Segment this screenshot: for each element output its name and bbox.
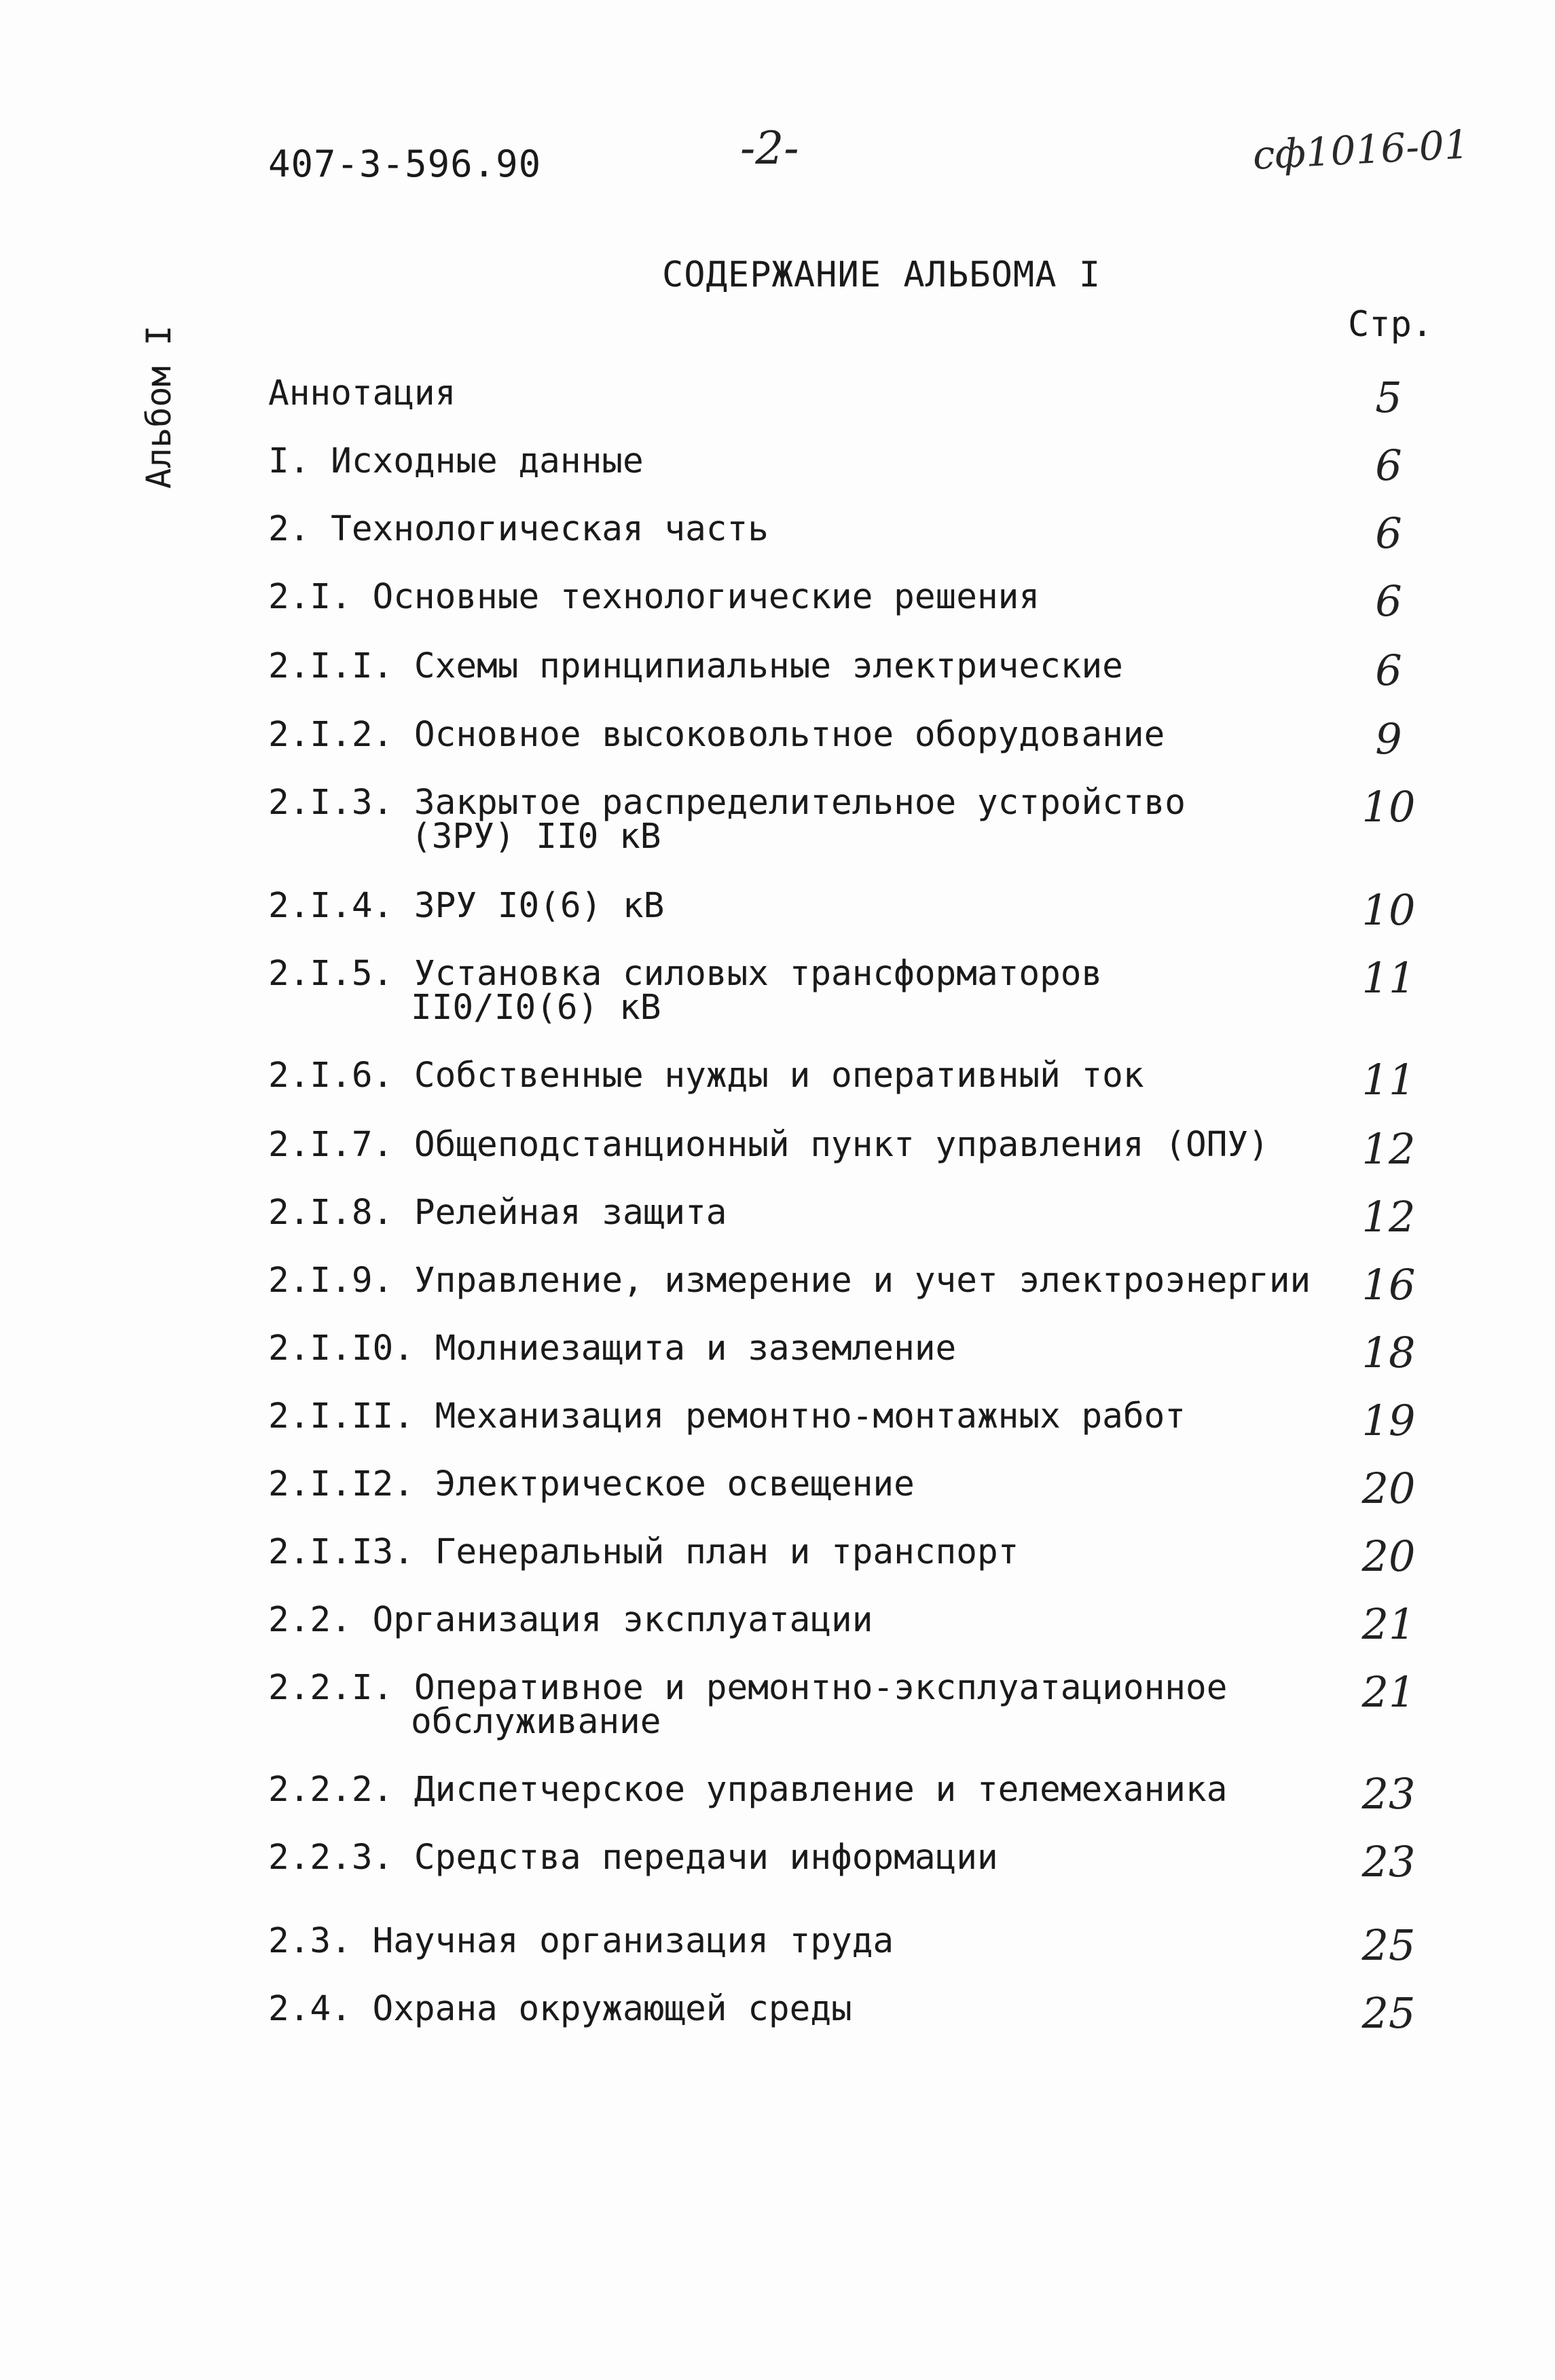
toc-entry-title: 2.I.4. ЗРУ I0(6) кВ	[268, 886, 665, 926]
toc-entry-page: 6	[1375, 508, 1402, 558]
toc-entry-title: 2.I.2. Основное высоковольтное оборудование	[268, 715, 1165, 755]
toc-entry-title: 2.I.6. Собственные нужды и оперативный ток	[268, 1056, 1144, 1096]
handwritten-inventory-code: сф1016-01	[1251, 121, 1471, 179]
toc-entry	[268, 1260, 1423, 1309]
toc-entry	[268, 1667, 1423, 1742]
toc-entry-page: 20	[1361, 1464, 1416, 1513]
toc-entry-page: 25	[1361, 1920, 1416, 1970]
toc-entry-page: 11	[1361, 953, 1416, 1003]
toc-entry-page: 16	[1361, 1260, 1416, 1309]
toc-entry-title: 2.4. Охрана окружающей среды	[268, 1989, 852, 2029]
toc-entry	[268, 1837, 1423, 1886]
toc-entry-page: 12	[1361, 1124, 1416, 1174]
toc-entry	[268, 1192, 1423, 1242]
toc-entry-page: 12	[1361, 1192, 1416, 1242]
page-column-header: Стр.	[1348, 304, 1433, 345]
toc-entry-page: 6	[1375, 576, 1402, 626]
toc-entry-page: 20	[1361, 1531, 1416, 1581]
toc-entry-title: 2.I.7. Общеподстанционный пункт управления (ОПУ)	[268, 1125, 1269, 1165]
page-number: -2-	[740, 122, 799, 174]
toc-entry-title: I. Исходные данные	[268, 441, 644, 481]
toc-entry	[268, 646, 1423, 695]
toc-entry	[268, 1124, 1423, 1174]
toc-entry-page: 5	[1375, 373, 1402, 422]
toc-entry	[268, 508, 1423, 558]
document-code: 407-3-596.90	[268, 143, 542, 185]
toc-entry-title: 2.I.II. Механизация ремонтно-монтажных работ	[268, 1396, 1186, 1436]
toc-entry-title: 2.I.I2. Электрическое освещение	[268, 1464, 915, 1504]
toc-entry-page: 21	[1361, 1667, 1416, 1717]
toc-entry	[268, 1055, 1423, 1104]
toc-entry	[268, 1599, 1423, 1649]
toc-title: СОДЕРЖАНИЕ АЛЬБОМА I	[662, 255, 1101, 295]
toc-entry-page: 23	[1361, 1837, 1416, 1886]
toc-entry-page: 19	[1361, 1396, 1416, 1445]
toc-entry-page: 10	[1361, 885, 1416, 935]
toc-entry-title-continuation: (ЗРУ) II0 кВ	[411, 817, 661, 857]
toc-entry-title-continuation: II0/I0(6) кВ	[411, 988, 661, 1028]
toc-entry-page: 11	[1361, 1055, 1416, 1104]
toc-entry-title: 2. Технологическая часть	[268, 509, 769, 549]
toc-entry	[268, 441, 1423, 490]
toc-entry	[268, 885, 1423, 935]
toc-entry-title-continuation: обслуживание	[411, 1702, 661, 1742]
toc-entry	[268, 1464, 1423, 1513]
toc-entry-title: 2.I.5. Установка силовых трансформаторов	[268, 954, 1103, 994]
toc-entry-title: 2.2.2. Диспетчерское управление и телемеханика	[268, 1770, 1228, 1810]
toc-entry-title: 2.I.3. Закрытое распределительное устройство	[268, 783, 1186, 823]
toc-entry-page: 18	[1361, 1328, 1416, 1377]
toc-entry	[268, 373, 1423, 422]
toc-entry	[268, 714, 1423, 764]
toc-entry-title: 2.I.8. Релейная защита	[268, 1193, 727, 1233]
toc-entry-page: 6	[1375, 646, 1402, 695]
toc-entry-title: 2.I.I3. Генеральный план и транспорт	[268, 1532, 1019, 1572]
toc-entry	[268, 1988, 1423, 2038]
toc-entry	[268, 782, 1423, 857]
toc-entry	[268, 1396, 1423, 1445]
toc-entry-title: 2.3. Научная организация труда	[268, 1921, 894, 1961]
toc-entry-title: 2.I. Основные технологические решения	[268, 577, 1040, 617]
toc-entry-title: 2.I.I. Схемы принципиальные электрические	[268, 646, 1123, 686]
toc-entry-title: 2.2.3. Средства передачи информации	[268, 1838, 998, 1878]
toc-entry	[268, 1328, 1423, 1377]
toc-entry-title: 2.I.I0. Молниезащита и заземление	[268, 1328, 957, 1369]
toc-entry	[268, 1920, 1423, 1970]
toc-entry	[268, 576, 1423, 626]
toc-entry-title: 2.2.I. Оперативное и ремонтно-эксплуатационное	[268, 1668, 1228, 1708]
toc-entry	[268, 953, 1423, 1028]
toc-entry	[268, 1769, 1423, 1819]
toc-entry-page: 23	[1361, 1769, 1416, 1819]
toc-entry-page: 21	[1361, 1599, 1416, 1649]
toc-entry	[268, 1531, 1423, 1581]
toc-entry-title: 2.2. Организация эксплуатации	[268, 1600, 873, 1640]
toc-entry-title: Аннотация	[268, 373, 456, 413]
toc-entry-page: 6	[1375, 441, 1402, 490]
album-side-label: Альбом I	[139, 325, 179, 489]
toc-entry-page: 25	[1361, 1988, 1416, 2038]
toc-entry-page: 10	[1361, 782, 1416, 832]
toc-entry-page: 9	[1375, 714, 1402, 764]
toc-entry-title: 2.I.9. Управление, измерение и учет электроэнергии	[268, 1261, 1311, 1301]
